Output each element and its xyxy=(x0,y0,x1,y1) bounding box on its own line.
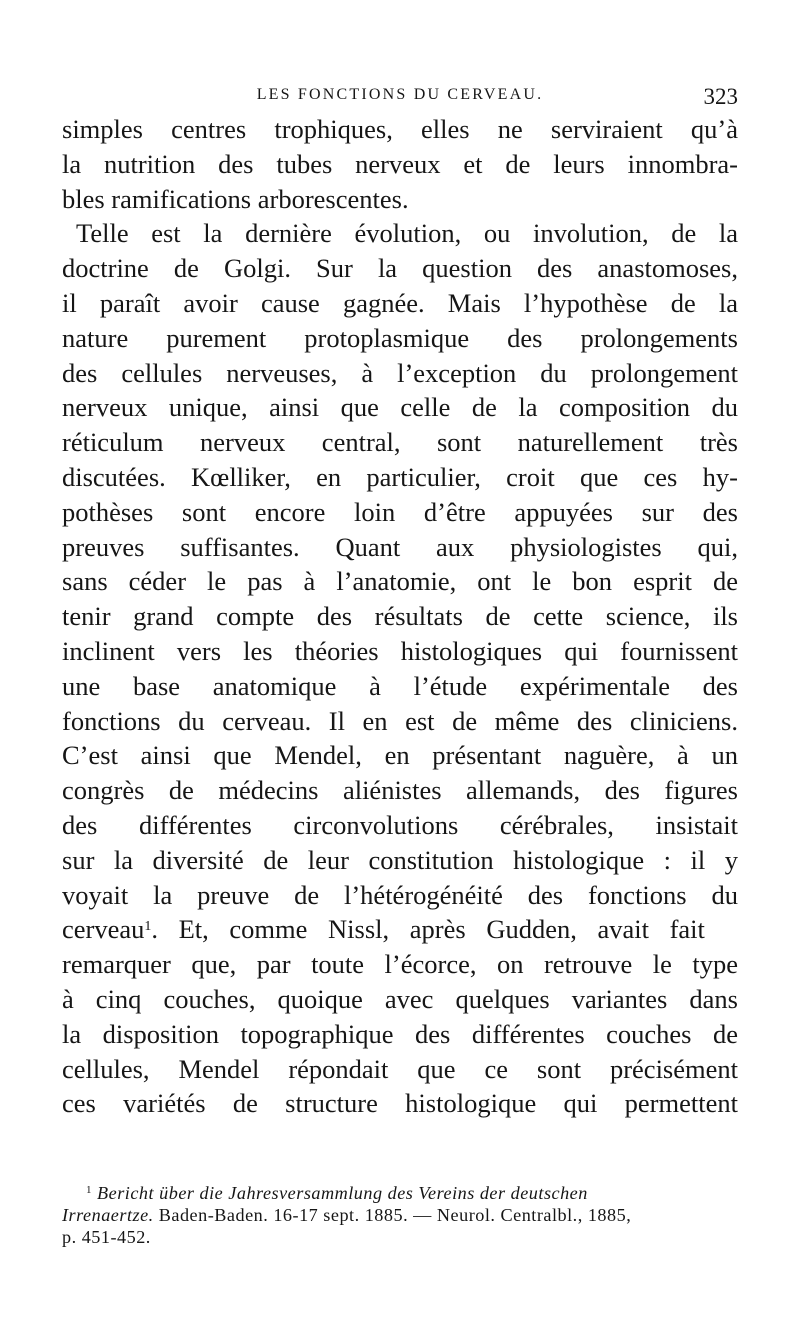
text-line: nature purement protoplasmique des prolongements xyxy=(62,322,738,353)
text-line: il paraît avoir cause gagnée. Mais l’hypothèse de la xyxy=(62,287,738,318)
running-head xyxy=(62,84,738,108)
text-line: inclinent vers les théories histologiques qui fournissent xyxy=(62,635,738,666)
text-line: preuves suffisantes. Quant aux physiologistes qui, xyxy=(62,531,738,562)
body-text xyxy=(62,112,738,1121)
text-line: bles ramifications arborescentes. xyxy=(62,183,409,214)
text-line: congrès de médecins aliénistes allemands, des figures xyxy=(62,775,738,806)
footnote-title: Irrenaertze. xyxy=(62,1205,154,1225)
page-number: 323 xyxy=(703,84,738,109)
footnote-reference: 1 xyxy=(144,919,152,935)
footnote-marker: 1 xyxy=(86,1184,92,1196)
text-line: des différentes circonvolutions cérébrales, insistait xyxy=(62,809,738,840)
text-line-with-footnote xyxy=(62,912,738,947)
text-line: discutées. Kœlliker, en particulier, croit que ces hy- xyxy=(62,461,738,492)
text-line: réticulum nerveux central, sont naturellement très xyxy=(62,427,738,458)
text-segment: cerveau xyxy=(62,914,145,945)
text-line: sans céder le pas à l’anatomie, ont le bon esprit de xyxy=(62,566,738,597)
text-line: nerveux unique, ainsi que celle de la composition du xyxy=(62,392,738,423)
text-line: C’est ainsi que Mendel, en présentant naguère, à un xyxy=(62,740,738,771)
text-line: simples centres trophiques, elles ne serviraient qu’à xyxy=(62,114,738,144)
text-line: ces variétés de structure histologique qui permettent xyxy=(62,1088,738,1119)
footnote xyxy=(62,1182,738,1248)
footnote-title: Bericht über die Jahresversammlung des Vereins der deutschen xyxy=(97,1183,588,1203)
text-line: voyait la preuve de l’hétérogénéité des fonctions du xyxy=(62,879,738,910)
text-line: sur la diversité de leur constitution histologique : il y xyxy=(62,844,738,875)
footnote-line xyxy=(62,1182,738,1204)
text-line: remarquer que, par toute l’écorce, on retrouve le type xyxy=(62,949,738,980)
text-line: des cellules nerveuses, à l’exception du prolongement xyxy=(62,357,738,388)
text-line: doctrine de Golgi. Sur la question des anastomoses, xyxy=(62,253,738,284)
running-head-title: LES FONCTIONS DU CERVEAU. xyxy=(256,86,544,103)
text-line: à cinq couches, quoique avec quelques variantes dans xyxy=(62,983,738,1014)
text-line: une base anatomique à l’étude expérimentale des xyxy=(62,670,738,701)
text-line: pothèses sont encore loin d’être appuyées sur des xyxy=(62,496,738,527)
text-segment: . Et, comme Nissl, après Gudden, avait fait xyxy=(151,914,705,945)
text-line: la nutrition des tubes nerveux et de leurs innombra- xyxy=(62,148,738,179)
footnote-line xyxy=(62,1204,738,1226)
footnote-citation: Baden-Baden. 16-17 sept. 1885. — Neurol. Centralbl., 1885, xyxy=(153,1205,632,1225)
text-line: tenir grand compte des résultats de cette science, ils xyxy=(62,601,738,632)
text-line: fonctions du cerveau. Il en est de même des cliniciens. xyxy=(62,705,738,736)
text-line: Telle est la dernière évolution, ou involution, de la xyxy=(76,218,738,249)
text-line: la disposition topographique des différentes couches de xyxy=(62,1018,738,1049)
text-line: cellules, Mendel répondait que ce sont précisément xyxy=(62,1053,738,1084)
footnote-line: p. 451-452. xyxy=(62,1227,151,1247)
